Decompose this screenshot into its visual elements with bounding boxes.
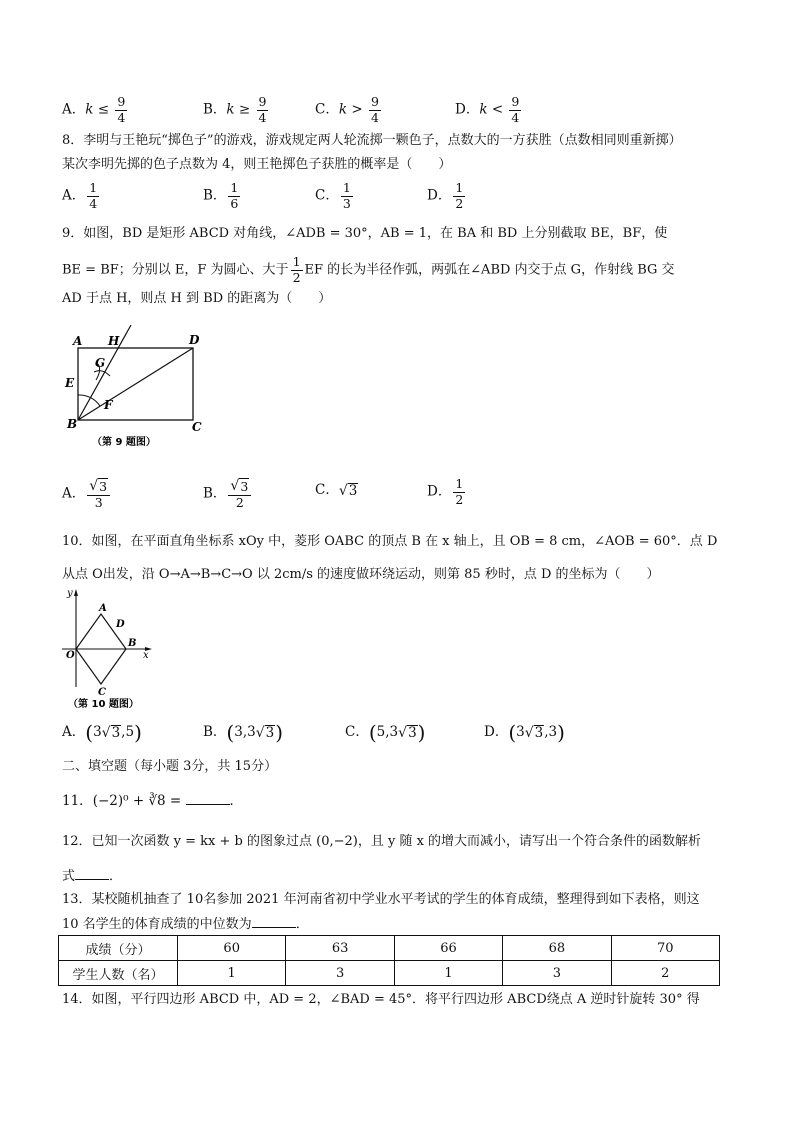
label-d: D (116, 619, 125, 630)
q10-line1: 10．如图，在平面直角坐标系 xOy 中，菱形 OABC 的顶点 B 在 x 轴上，且 OB = 8 cm，∠AOB = 60°．点 D (62, 534, 718, 549)
table-cell: 60 (178, 936, 286, 961)
q10-figure-caption: （第 10 题图） (68, 699, 139, 710)
q10-option-a: A．(3 √ 3 ,5) (62, 720, 142, 745)
label-b: B (128, 638, 137, 649)
q11: 11．(−2)⁰ + ∛8 = ． (62, 790, 243, 811)
q9-option-b: B． √ 3 2 (203, 478, 253, 510)
q7-option-c: C．k > $\frac{9}{4}$ (315, 94, 379, 125)
table-cell: 3 (286, 961, 394, 986)
table-cell: 1 (394, 961, 502, 986)
arc-g1 (94, 371, 110, 376)
table-row-scores (59, 936, 720, 961)
q10-figure (58, 587, 158, 712)
label-a: A (73, 334, 83, 348)
q14-line1: 14．如图，平行四边形 ABCD 中，AD = 2，∠BAD = 45°．将平行四边形 ABCD绕点 A 逆时针旋转 30° 得 (62, 992, 700, 1007)
q9-figure-caption: （第 9 题图） (92, 437, 156, 448)
q9-line1: 9．如图，BD 是矩形 ABCD 对角线，∠ADB = 30°，AB = 1，在 BA 和 BD 上分别截取 BE，BF，使 (62, 226, 668, 241)
q10-option-b: B．(3,3 √ 3 ) (203, 720, 284, 745)
label-e: E (65, 376, 75, 390)
q8-option-c: C． $\frac{1}{3}$ (315, 180, 351, 211)
q8-line1: 8．李明与王艳玩“掷色子”的游戏，游戏规定两人轮流掷一颗色子，点数大的一方获胜（点数相同则重新掷） (62, 133, 682, 148)
q8-option-a: A． $\frac{1}{4}$ (62, 180, 98, 211)
label-h: H (108, 334, 120, 348)
table-cell: 68 (503, 936, 611, 961)
table-header-score: 成绩（分） (59, 936, 178, 961)
table-cell: 63 (286, 936, 394, 961)
q13-line1: 13．某校随机抽查了 10名参加 2021 年河南省初中学业水平考试的学生的体育成绩，整理得到如下表格，则这 (62, 892, 700, 907)
table-cell: 2 (611, 961, 719, 986)
y-axis-arrow (74, 589, 78, 596)
q12-line2: 式 ． (62, 865, 122, 887)
q12-line1: 12．已知一次函数 y = kx + b 的图象过点 (0,−2)，且 y 随 x 的增大而减小，请写出一个符合条件的函数解析 (62, 834, 702, 849)
q7-option-a: A．k ≤ $\frac{9}{4}$ (62, 94, 126, 125)
q13-answer-blank[interactable] (252, 913, 296, 928)
table-header-count: 学生人数（名） (59, 961, 178, 986)
label-c: C (98, 687, 106, 698)
q11-answer-blank[interactable] (186, 790, 230, 805)
label-g: G (95, 356, 106, 370)
q9-figure (58, 320, 218, 455)
q9-option-c: C． √ 3 (315, 482, 358, 499)
table-cell: 1 (178, 961, 286, 986)
label-f: F (104, 398, 113, 412)
q10-line2: 从点 O出发，沿 O→A→B→C→O 以 2cm/s 的速度做环绕运动，则第 85 秒时，点 D 的坐标为（ ） (62, 567, 660, 582)
label-b: B (67, 417, 78, 431)
q12-answer-blank[interactable] (75, 865, 109, 880)
table-row-counts (59, 961, 720, 986)
q7-option-b: B．k ≥ $\frac{9}{4}$ (203, 94, 267, 125)
section-2-title: 二、填空题（每小题 3分，共 15分） (62, 759, 278, 774)
q9-line2: BE = BF；分别以 E，F 为圆心、大于 $\frac{1}{2}$ EF 的长为半径作弧，两弧在∠ABD 内交于点 G，作射线 BG 交 (62, 254, 675, 285)
label-c: C (192, 420, 202, 434)
q13-line2: 10 名学生的体育成绩的中位数为 ． (62, 913, 309, 935)
table-cell: 70 (611, 936, 719, 961)
label-a: A (99, 603, 107, 614)
label-y: y (67, 588, 73, 599)
table-cell: 3 (503, 961, 611, 986)
q10-option-d: D．(3 √ 3 ,3) (484, 720, 565, 745)
q8-option-d: D． $\frac{1}{2}$ (427, 180, 464, 211)
table-cell: 66 (394, 936, 502, 961)
q10-option-c: C．(5,3 √ 3 ) (345, 720, 426, 745)
label-o: O (66, 650, 75, 661)
q8-option-b: B． $\frac{1}{6}$ (203, 180, 239, 211)
label-x: x (143, 650, 149, 661)
label-d: D (189, 333, 200, 347)
q13-score-table (58, 935, 720, 986)
q9-option-d: D． $\frac{1}{2}$ (427, 476, 464, 507)
q7-option-d: D．k < $\frac{9}{4}$ (455, 94, 520, 125)
q9-line3: AD 于点 H，则点 H 到 BD 的距离为（ ） (62, 291, 332, 306)
q8-line2: 某次李明先掷的色子点数为 4，则王艳掷色子获胜的概率是（ ） (62, 157, 452, 172)
q9-option-a: A． √ 3 3 (62, 478, 112, 510)
